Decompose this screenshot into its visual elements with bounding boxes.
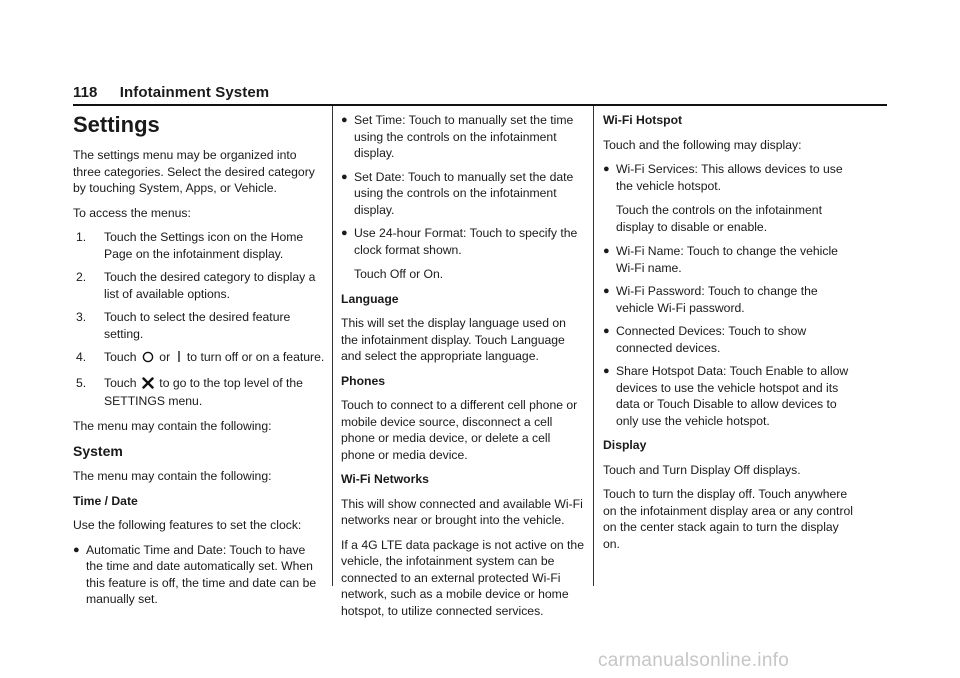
step-text: to turn off or on a feature. [183,350,325,364]
time-settings-bullets [341,112,586,258]
access-paragraph: To access the menus: [73,205,191,220]
steps-list [73,229,325,410]
list-item [603,161,853,194]
column-divider [593,106,594,586]
language-text: This will set the display language used on the infotainment display. Touch Language and select the appropriate language. [341,316,566,363]
header-rule [73,104,887,106]
bullet-icon: ● [603,325,610,337]
hotspot-bullets [603,161,853,194]
bullet-text: Automatic Time and Date: Touch to have the time and date automatically set. When this feature is off, the time and date can be manually set. [86,542,317,606]
step-number: 2. [76,270,87,284]
step-text: Touch [104,350,140,364]
system-heading: System [73,443,123,459]
bullet-text: Wi-Fi Name: Touch to change the vehicle Wi-Fi name. [616,244,838,275]
wifi-networks-text: This will show connected and available Wi-Fi networks near or brought into the vehicle. [341,496,583,527]
column-2 [341,112,586,627]
page-header [73,84,269,101]
toggle-off-icon [142,351,154,368]
page-number: 118 [73,84,98,101]
bullet-icon: ● [341,227,348,239]
display-text: Touch and Turn Display Off displays. [603,462,801,477]
step-text: Touch to select the desired feature setting. [104,310,291,341]
list-item [603,283,853,316]
bullet-icon: ● [603,163,610,175]
time-intro: Use the following features to set the clock: [73,518,302,532]
step-text: Touch the Settings icon on the Home Page on the infotainment display. [104,230,304,261]
column-divider [332,106,333,586]
services-note: Touch the controls on the infotainment display to disable or enable. [616,203,822,234]
step-number: 3. [76,310,87,324]
page-title: Settings [73,112,160,137]
bullet-text: Wi-Fi Services: This allows devices to use the vehicle hotspot. [616,162,843,193]
phones-text: Touch to connect to a different cell phone or mobile device source, disconnect a cell phone or media device, or delete a cell phone or media device. [341,398,578,462]
step-text: or [155,350,174,364]
step-text: to go to the top level of the SETTINGS menu. [104,375,303,408]
step-item [73,309,325,342]
step-item [73,269,325,302]
bullet-icon: ● [341,114,348,126]
language-heading: Language [341,291,399,306]
bullet-text: Set Date: Touch to manually set the date using the controls on the infotainment display. [354,169,574,217]
close-x-icon [142,377,154,394]
display-heading: Display [603,438,647,452]
list-item [341,112,586,162]
step-number: 5. [76,375,87,390]
time-bullets [73,542,325,608]
step-number: 1. [76,230,87,244]
step-item [73,229,325,262]
step-text: Touch the desired category to display a list of available options. [104,270,316,301]
touch-off-on: Touch Off or On. [354,267,444,281]
bullet-icon: ● [73,543,80,556]
step-item [73,375,325,410]
menu-contains: The menu may contain the following: [73,418,272,433]
bullet-icon: ● [341,170,348,183]
column-3 [603,112,853,560]
wifi-hotspot-heading: Wi-Fi Hotspot [603,113,683,127]
system-contains: The menu may contain the following: [73,469,272,483]
list-item [603,323,853,356]
wifi-networks-heading: Wi-Fi Networks [341,472,429,486]
intro-paragraph: The settings menu may be organized into three categories. Select the desired category by touching System, Apps, or Vehicle. [73,148,315,195]
lte-text: If a 4G LTE data package is not active on the vehicle, the infotainment system can be connected to an external protected Wi-Fi network, such as a mobile device or home hotspot, to utilize connected services. [341,537,584,618]
section-title: Infotainment System [119,84,270,101]
time-date-heading: Time / Date [73,493,138,508]
phones-heading: Phones [341,373,386,388]
step-number: 4. [76,350,87,364]
bullet-icon: ● [603,245,610,257]
bullet-text: Set Time: Touch to manually set the time using the controls on the infotainment display. [354,113,574,160]
display-text-2: Touch to turn the display off. Touch anywhere on the infotainment display area or any control on the center stack again to turn the display on. [603,487,853,551]
bullet-icon: ● [603,365,610,377]
step-text: Touch [104,375,140,390]
list-item [341,169,586,219]
bullet-text: Connected Devices: Touch to show connected devices. [616,324,807,355]
step-item [73,349,325,368]
hotspot-bullets [603,243,853,429]
bullet-text: Share Hotspot Data: Touch Enable to allow devices to use the vehicle hotspot and its data or Touch Disable to allow devices to only use the vehicle hotspot. [616,364,849,428]
bullet-text: Wi-Fi Password: Touch to change the vehicle Wi-Fi password. [616,284,818,315]
bullet-icon: ● [603,285,610,297]
column-1 [73,112,325,616]
toggle-on-icon [176,350,182,368]
list-item [603,243,853,276]
list-item [341,225,586,258]
list-item [603,363,853,429]
watermark: carmanualsonline.info [598,650,790,671]
hotspot-intro: Touch and the following may display: [603,137,802,152]
list-item [73,542,325,608]
bullet-text: Use 24-hour Format: Touch to specify the clock format shown. [354,226,578,257]
